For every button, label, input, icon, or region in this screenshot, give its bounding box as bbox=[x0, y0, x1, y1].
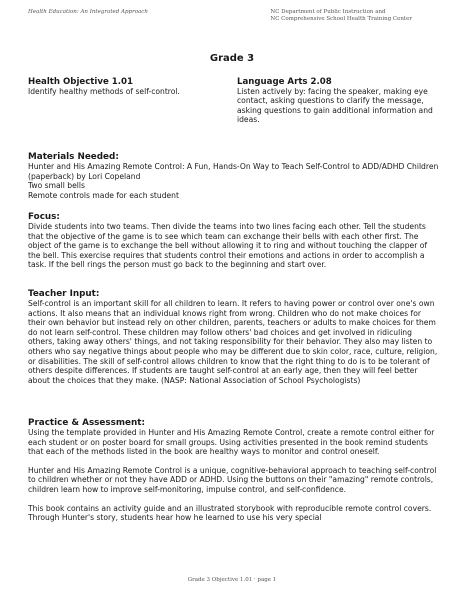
practice-paragraph: Using the template provided in Hunter and His Amazing Remote Control, create a remote control either for each student or on poster board for small groups. Using activities presented in the book remind students that each of the methods listed in the book are healthy ways to monitor and control oneself. bbox=[28, 428, 435, 457]
focus-section bbox=[28, 212, 440, 270]
focus-text bbox=[28, 222, 440, 270]
running-header-left: Health Education: An Integrated Approach bbox=[28, 9, 148, 15]
practice-section bbox=[28, 418, 440, 523]
teacher-input-paragraph: Self-control is an important skill for all children to learn. It refers to having power or control over one's own actions. It also means that an individual knows right from wrong. Children who do not make choices for their own behavior but instead rely on other children, parents, teachers or adults to make choices for them do not learn self-control. These children may follow others' bad choices and get involved in ridiculing others, taking away others' things, and not taking responsibility for their behavior. They also may listen to others who say negative things about people who may be different due to skin color, race, culture, religion, or disabilities. The skill of self-control allows children to know that the right thing to do is to be tolerant of others despite differences. If students are taught self-control at an early age, then they will feel better about the choices that they make. (NASP: National Association of School Psychologists) bbox=[28, 299, 438, 385]
language-arts-title: Language Arts 2.08 bbox=[237, 77, 332, 87]
running-header-right-line1: NC Department of Public Instruction and bbox=[270, 9, 386, 15]
materials-item: Hunter and His Amazing Remote Control: A Fun, Hands-On Way to Teach Self-Control to ADD/ADHD Children (paperback) by Lori Copeland bbox=[28, 162, 439, 181]
focus-paragraph: Divide students into two teams. Then divide the teams into two lines facing each other. Tell the students that the objective of the game is to see which team can exchange their bells with each other first. The object of the game is to exchange the bell without allowing it to ring and without touching the clapper of the bell. This exercise requires that students control their emotions and actions in order to accomplish a task. If the bell rings the person must go back to the beginning and start over. bbox=[28, 222, 428, 270]
teacher-input-title: Teacher Input: bbox=[28, 289, 100, 299]
health-objective-text: Identify healthy methods of self-control. bbox=[28, 87, 180, 96]
health-objective bbox=[28, 77, 228, 96]
practice-text bbox=[28, 428, 440, 523]
running-header-right bbox=[270, 9, 412, 23]
health-objective-title: Health Objective 1.01 bbox=[28, 77, 133, 87]
focus-title: Focus: bbox=[28, 212, 60, 222]
page-title: Grade 3 bbox=[209, 53, 255, 64]
page-footer: Grade 3 Objective 1.01 · page 1 bbox=[187, 577, 277, 583]
materials-title: Materials Needed: bbox=[28, 152, 119, 162]
teacher-input-text bbox=[28, 299, 440, 385]
practice-title: Practice & Assessment: bbox=[28, 418, 145, 428]
practice-paragraph: Hunter and His Amazing Remote Control is a unique, cognitive-behavioral approach to teaching self-control to children whether or not they have ADD or ADHD. Using the buttons on their "amazing" remote controls, children learn how to improve self-monitoring, impulse control, and self-confidence. bbox=[28, 465, 437, 494]
teacher-input-section bbox=[28, 289, 440, 385]
materials-item: Remote controls made for each student bbox=[28, 190, 179, 200]
language-arts-objective bbox=[237, 77, 442, 125]
practice-paragraph: This book contains an activity guide and an illustrated storybook with reproducible remote control covers. Through Hunter's story, students hear how he learned to use his very special bbox=[28, 503, 432, 523]
materials-section bbox=[28, 152, 440, 200]
materials-list bbox=[28, 162, 440, 200]
running-header-right-line2: NC Comprehensive School Health Training Center bbox=[270, 16, 412, 22]
materials-item: Two small bells bbox=[28, 181, 85, 191]
language-arts-text: Listen actively by: facing the speaker, making eye contact, asking questions to clarify the message, asking questions to gain additional information and ideas. bbox=[237, 87, 433, 125]
